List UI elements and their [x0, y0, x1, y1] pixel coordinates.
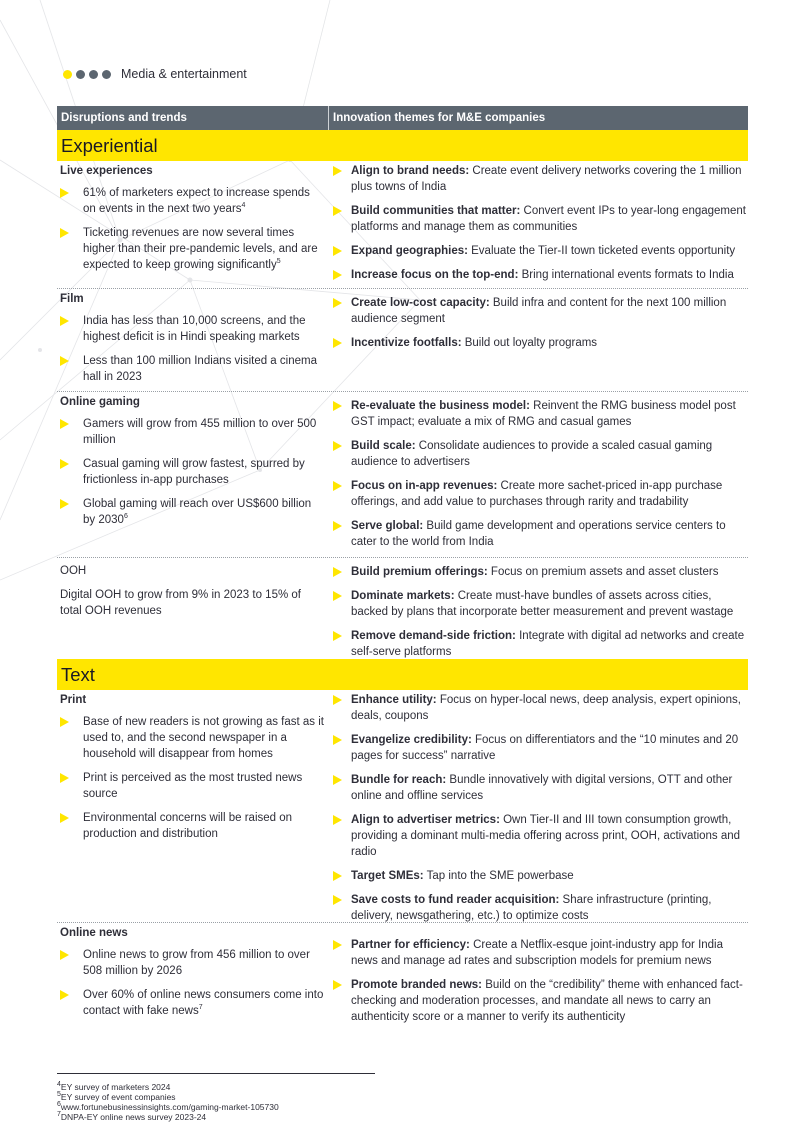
footnote-item: $^4$EY survey of marketers 2024	[57, 1081, 171, 1092]
themes-cell	[328, 161, 748, 288]
arrow-bullet-icon	[333, 166, 342, 176]
arrow-bullet-icon	[333, 270, 342, 280]
theme-item: Build communities that matter: Convert event IPs to year-long engagement platforms and manage them as communities	[331, 203, 748, 235]
theme-item: Align to brand needs: Create event delivery networks covering the 1 million plus towns of India	[331, 163, 748, 195]
trend-text: Digital OOH to grow from 9% in 2023 to 15% of total OOH revenues	[60, 589, 301, 617]
category-label: OOH	[60, 565, 87, 577]
arrow-bullet-icon	[60, 316, 69, 326]
theme-item: Build scale: Consolidate audiences to provide a scaled casual gaming audience to advertisers	[331, 438, 748, 470]
theme-item: Dominate markets: Create must-have bundles of assets across cities, backed by plans that incorporate better measurement and prevent wastage	[331, 588, 748, 620]
themes-cell	[328, 392, 748, 557]
arrow-bullet-icon	[60, 356, 69, 366]
arrow-bullet-icon	[60, 813, 69, 823]
row-online-news	[57, 923, 748, 1033]
arrow-bullet-icon	[333, 401, 342, 411]
arrow-bullet-icon	[60, 990, 69, 1000]
trend-item: Base of new readers is not growing as fast as it used to, and the second newspaper in a household will disappear from homes	[57, 714, 328, 762]
footnote-item: $^7$DNPA-EY online news survey 2023-24	[57, 1111, 207, 1122]
category-label: Live experiences	[60, 165, 153, 177]
themes-cell	[328, 923, 748, 1033]
theme-item: Focus on in-app revenues: Create more sachet-priced in-app purchase offerings, and add value to purchases through rarity and tradability	[331, 478, 748, 510]
arrow-bullet-icon	[333, 815, 342, 825]
trend-item: India has less than 10,000 screens, and the highest deficit is in Hindi speaking markets	[57, 313, 328, 345]
trends-cell	[57, 289, 328, 391]
arrow-bullet-icon	[333, 871, 342, 881]
trends-cell	[57, 161, 328, 288]
arrow-bullet-icon	[60, 419, 69, 429]
trend-item: Casual gaming will grow fastest, spurred by frictionless in-app purchases	[57, 456, 328, 488]
col-header-disruptions: Disruptions and trends	[57, 106, 329, 130]
section-experiential: Experiential	[57, 130, 748, 161]
arrow-bullet-icon	[333, 895, 342, 905]
arrow-bullet-icon	[333, 298, 342, 308]
footnote-item: $^6$www.fortunebusinessinsights.com/gaming-market-105730	[57, 1101, 279, 1112]
trend-item: Global gaming will reach over US$600 billion by 2030$^6$	[57, 496, 328, 528]
theme-item: Target SMEs: Tap into the SME powerbase	[331, 868, 748, 884]
arrow-bullet-icon	[60, 773, 69, 783]
category-label: Online news	[60, 927, 128, 939]
category-label: Film	[60, 293, 84, 305]
theme-item: Save costs to fund reader acquisition: Share infrastructure (printing, delivery, newsgathering, etc.) to optimize costs	[331, 892, 748, 924]
theme-item: Enhance utility: Focus on hyper-local news, deep analysis, expert opinions, deals, coupons	[331, 692, 748, 724]
theme-item: Serve global: Build game development and operations service centers to cater to the world from India	[331, 518, 748, 550]
theme-item: Align to advertiser metrics: Own Tier-II and III town consumption growth, providing a dominant multi-media offering across print, OOH, activations and radio	[331, 812, 748, 860]
trend-item: 61% of marketers expect to increase spends on events in the next two years$^4$	[57, 185, 328, 217]
trends-cell	[57, 392, 328, 557]
arrow-bullet-icon	[333, 695, 342, 705]
arrow-bullet-icon	[333, 206, 342, 216]
category-label: Online gaming	[60, 396, 140, 408]
theme-item: Incentivize footfalls: Build out loyalty programs	[331, 335, 748, 351]
themes-cell	[328, 558, 748, 659]
page-header	[63, 66, 247, 82]
header-label: Media & entertainment	[121, 67, 247, 81]
header-dot-2	[76, 70, 85, 79]
trend-item: Gamers will grow from 455 million to over 500 million	[57, 416, 328, 448]
themes-cell	[328, 690, 748, 922]
trend-item: Online news to grow from 456 million to over 508 million by 2026	[57, 947, 328, 979]
theme-item: Promote branded news: Build on the “credibility” theme with enhanced fact-checking and moderation processes, and mandate all news to carry an authenticity score or a manner to verify its authenticity	[331, 977, 748, 1025]
col-header-innovation: Innovation themes for M&E companies	[333, 112, 546, 124]
theme-item: Create low-cost capacity: Build infra and content for the next 100 million audience segment	[331, 295, 748, 327]
arrow-bullet-icon	[333, 940, 342, 950]
row-print	[57, 690, 748, 923]
footnote-item: $^5$EY survey of event companies	[57, 1091, 176, 1102]
trend-item: Less than 100 million Indians visited a cinema hall in 2023	[57, 353, 328, 385]
header-dot-3	[89, 70, 98, 79]
theme-item: Bundle for reach: Bundle innovatively with digital versions, OTT and other online and offline services	[331, 772, 748, 804]
arrow-bullet-icon	[333, 775, 342, 785]
arrow-bullet-icon	[333, 338, 342, 348]
arrow-bullet-icon	[60, 950, 69, 960]
arrow-bullet-icon	[333, 521, 342, 531]
trend-item: Environmental concerns will be raised on production and distribution	[57, 810, 328, 842]
theme-item: Expand geographies: Evaluate the Tier-II town ticketed events opportunity	[331, 243, 748, 259]
header-dot-4	[102, 70, 111, 79]
arrow-bullet-icon	[60, 188, 69, 198]
row-ooh	[57, 558, 748, 659]
arrow-bullet-icon	[333, 591, 342, 601]
arrow-bullet-icon	[333, 246, 342, 256]
themes-cell	[328, 289, 748, 391]
arrow-bullet-icon	[333, 441, 342, 451]
category-label: Print	[60, 694, 87, 706]
trends-cell	[57, 923, 328, 1033]
header-dot-1	[63, 70, 72, 79]
row-film	[57, 289, 748, 392]
footnote-divider	[57, 1073, 375, 1074]
table-header-row	[57, 106, 748, 130]
theme-item: Increase focus on the top-end: Bring international events formats to India	[331, 267, 748, 283]
theme-item: Partner for efficiency: Create a Netflix-esque joint-industry app for India news and manage ad rates and subscription models for premium news	[331, 937, 748, 969]
section-text: Text	[57, 659, 748, 690]
theme-item: Remove demand-side friction: Integrate with digital ad networks and create self-serve platforms	[331, 628, 748, 660]
arrow-bullet-icon	[333, 631, 342, 641]
theme-item: Build premium offerings: Focus on premium assets and asset clusters	[331, 564, 748, 580]
row-online-gaming	[57, 392, 748, 558]
arrow-bullet-icon	[333, 481, 342, 491]
trend-item: Over 60% of online news consumers come into contact with fake news$^7$	[57, 987, 328, 1019]
trends-cell	[57, 558, 328, 659]
trend-item: Ticketing revenues are now several times higher than their pre-pandemic levels, and are expected to keep growing significantly$^5$	[57, 225, 328, 273]
arrow-bullet-icon	[333, 980, 342, 990]
trends-cell	[57, 690, 328, 922]
row-live-experiences	[57, 161, 748, 289]
arrow-bullet-icon	[60, 499, 69, 509]
arrow-bullet-icon	[333, 735, 342, 745]
innovation-table	[57, 106, 748, 1033]
arrow-bullet-icon	[333, 567, 342, 577]
theme-item: Evangelize credibility: Focus on differentiators and the “10 minutes and 20 pages for success” narrative	[331, 732, 748, 764]
arrow-bullet-icon	[60, 228, 69, 238]
arrow-bullet-icon	[60, 717, 69, 727]
theme-item: Re-evaluate the business model: Reinvent the RMG business model post GST impact; evaluate a mix of RMG and casual games	[331, 398, 748, 430]
arrow-bullet-icon	[60, 459, 69, 469]
footnotes	[57, 1082, 279, 1122]
trend-item: Print is perceived as the most trusted news source	[57, 770, 328, 802]
